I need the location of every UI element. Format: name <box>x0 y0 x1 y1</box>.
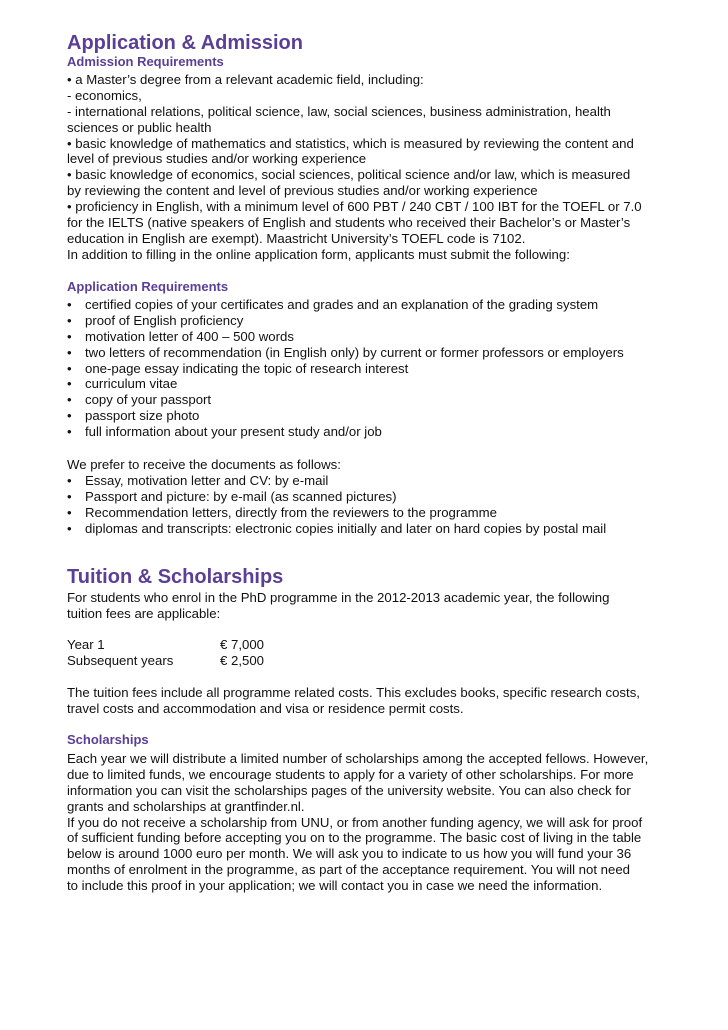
text-line: due to limited funds, we encourage students to apply for a variety of other scholarships. For more <box>67 766 634 782</box>
bullet: • <box>67 488 72 504</box>
documents-intro: We prefer to receive the documents as follows: <box>67 457 341 472</box>
list-item-text: full information about your present study and/or job <box>85 424 382 440</box>
text-line: • a Master’s degree from a relevant academic field, including: <box>67 72 424 87</box>
text-line: grants and scholarships at grantfinder.nl. <box>67 798 305 814</box>
list-item-text: certified copies of your certificates and grades and an explanation of the grading system <box>85 297 599 312</box>
fee-amount-year-1: € 7,000 <box>220 637 264 652</box>
text-line: for the IELTS (native speakers of English and students who received their Bachelor’s or Master’s <box>67 215 631 231</box>
list-item <box>67 473 667 489</box>
list-item-text: copy of your passport <box>85 392 212 408</box>
text-line: In addition to filling in the online application form, applicants must submit the following: <box>67 246 570 262</box>
text-line: • basic knowledge of mathematics and statistics, which is measured by reviewing the content and <box>67 135 634 151</box>
scholarships-heading: Scholarships <box>67 732 149 747</box>
documents-preference <box>67 457 667 536</box>
list-item-text: motivation letter of 400 – 500 words <box>85 328 294 344</box>
text-line: information you can visit the scholarships pages of the university website. You can also check for <box>67 782 631 798</box>
bullet: • <box>67 520 72 536</box>
list-item-text: diplomas and transcripts: electronic copies initially and later on hard copies by postal mail <box>85 520 607 536</box>
fee-label-year-1: Year 1 <box>67 637 105 652</box>
text-line: travel costs and accommodation and visa or residence permit costs. <box>67 700 464 716</box>
list-item <box>67 297 667 313</box>
section-title-application-admission: Application & Admission <box>67 32 303 54</box>
list-item <box>67 392 667 408</box>
bullet: • <box>67 344 72 360</box>
fee-label-subsequent-years: Subsequent years <box>67 653 174 668</box>
text-line: - international relations, political science, law, social sciences, business administration, health <box>67 103 611 119</box>
text-line: • basic knowledge of economics, social sciences, political science and/or law, which is measured <box>67 167 631 183</box>
bullet: • <box>67 408 72 424</box>
bullet: • <box>67 392 72 408</box>
bullet: • <box>67 328 72 344</box>
text-line: below is around 1000 euro per month. We will ask you to indicate to us how you will fund your 36 <box>67 846 632 862</box>
admission-requirements-heading: Admission Requirements <box>67 54 224 69</box>
list-item-text: curriculum vitae <box>85 376 178 392</box>
list-item <box>67 521 667 537</box>
list-item-text: one-page essay indicating the topic of research interest <box>85 360 409 376</box>
list-item <box>67 329 667 345</box>
list-item-text: passport size photo <box>85 408 200 424</box>
list-item <box>67 424 667 440</box>
text-line: to include this proof in your application; we will contact you in case we need the information. <box>67 878 603 894</box>
list-item-text: Essay, motivation letter and CV: by e-mail <box>85 472 329 488</box>
list-item-text: two letters of recommendation (in English only) by current or former professors or employers <box>85 344 624 360</box>
text-line: of sufficient funding before accepting you on to the programme. The basic cost of living in the table <box>67 830 642 846</box>
text-line: level of previous studies and/or working experience <box>67 151 367 167</box>
list-item-text: Recommendation letters, directly from the reviewers to the programme <box>85 504 497 520</box>
application-requirements-heading: Application Requirements <box>67 279 229 294</box>
tuition-includes <box>67 685 667 717</box>
text-line: by reviewing the content and level of previous studies and/or working experience <box>67 183 538 199</box>
list-item <box>67 345 667 361</box>
text-line: education in English are exempt). Maastricht University’s TOEFL code is 7102. <box>67 230 526 246</box>
fee-amount-subsequent-years: € 2,500 <box>220 653 264 668</box>
text-line: tuition fees are applicable: <box>67 605 221 621</box>
bullet: • <box>67 297 72 312</box>
tuition-intro <box>67 590 667 622</box>
section-title-tuition-scholarships: Tuition & Scholarships <box>67 566 284 588</box>
text-line: months of enrolment in the programme, as part of the acceptance requirement. You will not need <box>67 862 630 878</box>
bullet: • <box>67 360 72 376</box>
list-item <box>67 489 667 505</box>
text-line: sciences or public health <box>67 119 212 135</box>
bullet: • <box>67 504 72 520</box>
list-item <box>67 505 667 521</box>
text-line: The tuition fees include all programme related costs. This excludes books, specific research costs, <box>67 685 640 700</box>
scholarships-text <box>67 751 667 894</box>
text-line: • proficiency in English, with a minimum level of 600 PBT / 240 CBT / 100 IBT for the TOEFL or 7.0 <box>67 199 642 215</box>
list-item <box>67 376 667 392</box>
list-item <box>67 313 667 329</box>
text-line: For students who enrol in the PhD programme in the 2012-2013 academic year, the following <box>67 590 610 605</box>
text-line: Each year we will distribute a limited number of scholarships among the accepted fellows. However, <box>67 751 649 766</box>
list-item <box>67 361 667 377</box>
bullet: • <box>67 376 72 392</box>
admission-requirements-text <box>67 72 667 263</box>
list-item <box>67 408 667 424</box>
bullet: • <box>67 312 72 328</box>
text-line: - economics, <box>67 87 142 103</box>
application-requirements-list <box>67 297 667 440</box>
bullet: • <box>67 424 72 440</box>
text-line: If you do not receive a scholarship from UNU, or from another funding agency, we will ask for proof <box>67 814 643 830</box>
list-item-text: proof of English proficiency <box>85 312 244 328</box>
list-item-text: Passport and picture: by e-mail (as scanned pictures) <box>85 488 397 504</box>
bullet: • <box>67 472 72 488</box>
